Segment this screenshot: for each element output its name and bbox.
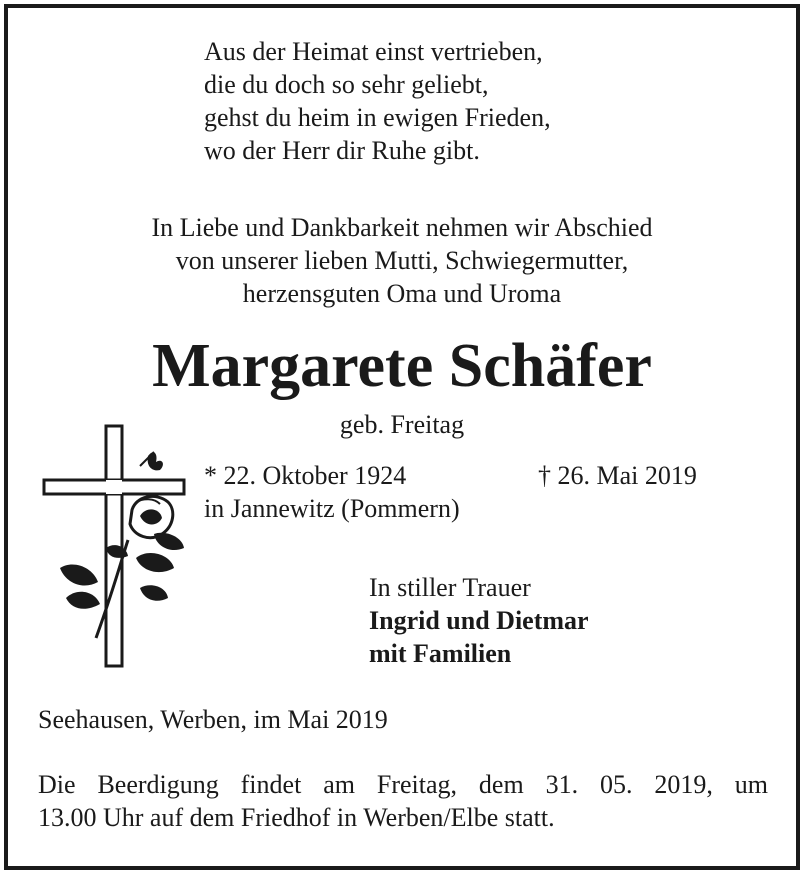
intro-line: In Liebe und Dankbarkeit nehmen wir Abschied xyxy=(151,213,653,242)
intro-line: herzensguten Oma und Uroma xyxy=(242,279,562,308)
birth-info xyxy=(204,459,460,525)
poem-line: gehst du heim in ewigen Frieden, xyxy=(204,103,551,132)
deceased-name: Margarete Schäfer xyxy=(152,332,652,400)
poem-line: Aus der Heimat einst vertrieben, xyxy=(204,37,543,66)
mourners xyxy=(369,571,589,670)
funeral-info xyxy=(38,768,768,834)
poem-line: die du doch so sehr geliebt, xyxy=(204,70,489,99)
cross-with-rose-icon xyxy=(36,418,186,668)
death-date: † 26. Mai 2019 xyxy=(538,461,697,490)
poem xyxy=(204,35,551,167)
farewell-intro xyxy=(8,211,796,310)
funeral-line: Die Beerdigung findet am Freitag, dem 31. 05. 2019, um xyxy=(38,770,768,799)
place-date: Seehausen, Werben, im Mai 2019 xyxy=(38,705,388,734)
maiden-name: geb. Freitag xyxy=(339,410,465,439)
mourners-label: In stiller Trauer xyxy=(369,573,531,602)
funeral-line: 13.00 Uhr auf dem Friedhof in Werben/Elbe statt. xyxy=(38,803,555,832)
birth-date: * 22. Oktober 1924 xyxy=(204,461,407,490)
mourners-names: Ingrid und Dietmar xyxy=(369,606,589,635)
poem-line: wo der Herr dir Ruhe gibt. xyxy=(204,136,480,165)
birth-place: in Jannewitz (Pommern) xyxy=(204,494,460,523)
obituary-notice xyxy=(4,4,800,870)
mourners-families: mit Familien xyxy=(369,639,512,668)
intro-line: von unserer lieben Mutti, Schwiegermutter, xyxy=(175,246,629,275)
